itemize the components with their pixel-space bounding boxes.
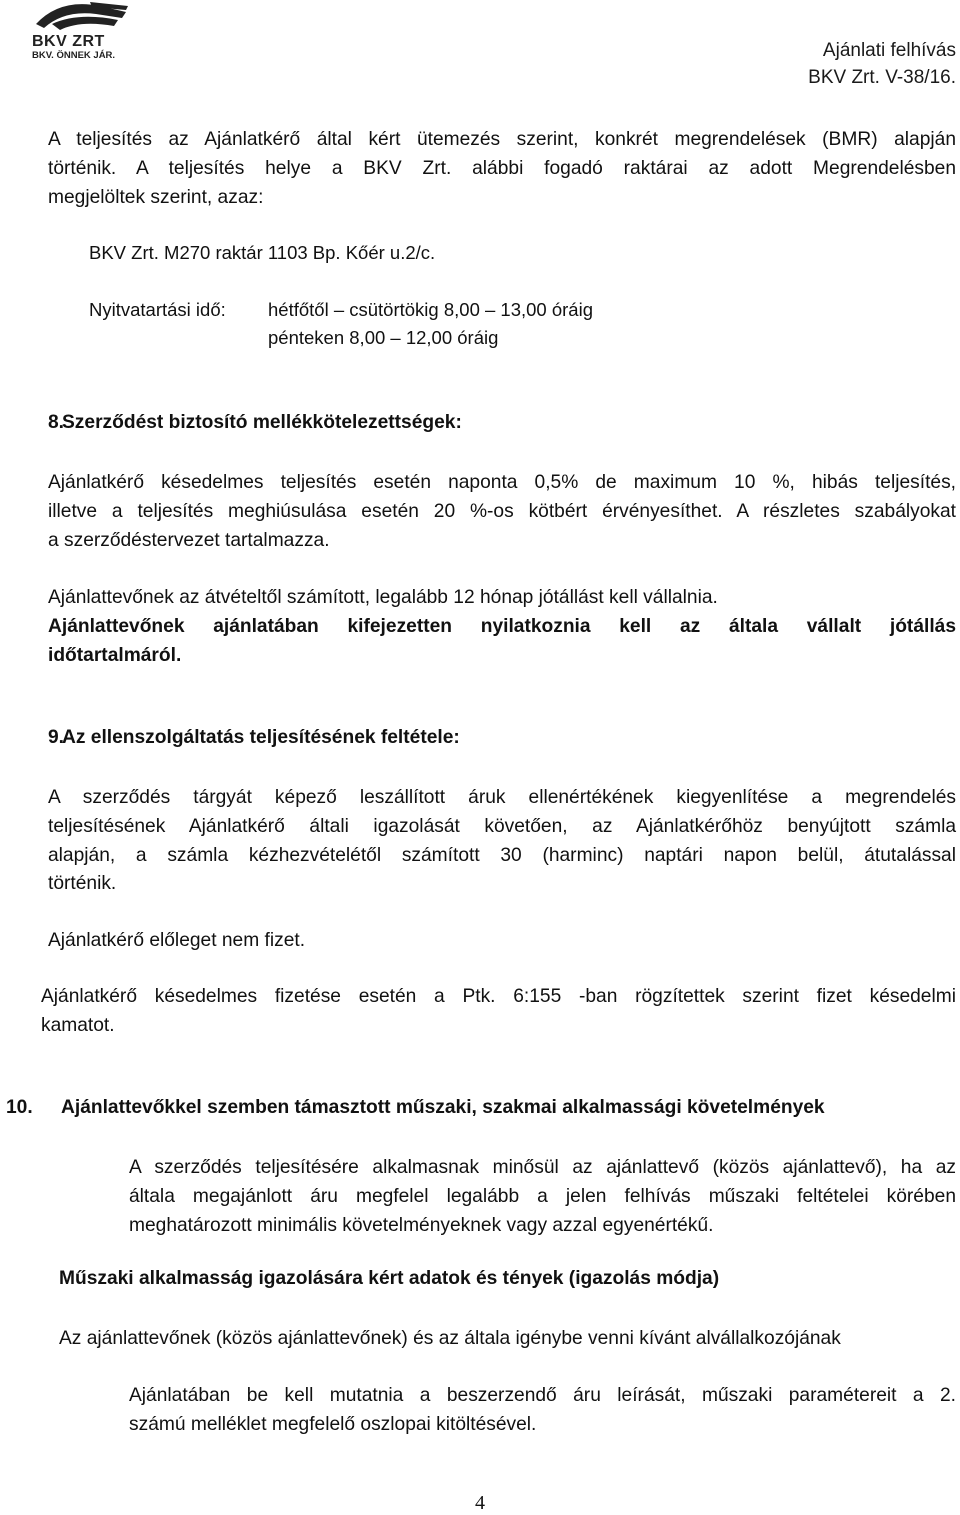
section-10-number: 10. [6,1097,33,1118]
warehouse-address: BKV Zrt. M270 raktár 1103 Bp. Kőér u.2/c. [89,242,436,263]
logo-text: BKV ZRT [32,33,105,50]
logo-tagline: BKV. ÖNNEK JÁR. [32,50,116,61]
text-line: A szerződés teljesítésére alkalmasnak minősül az ajánlattevő (közös ajánlattevő), ha az [129,1157,956,1178]
text-line: teljesítésének Ajánlatkérő általi igazolását követően, az Ajánlatkérőhöz benyújtott számla [48,815,956,837]
text-line: időtartalmáról. [48,644,182,666]
text-line: a szerződéstervezet tartalmazza. [48,529,330,551]
text-line: Ajánlatkérő előleget nem fizet. [48,930,306,951]
section-8-title: Szerződést biztosító mellékkötelezettségek: [62,412,462,433]
text-line: Ajánlattevőnek az átvételtől számított, legalább 12 hónap jótállást kell vállalnia. [48,587,718,608]
bkv-logo [30,0,132,62]
intro-line: történik. A teljesítés helye a BKV Zrt. alábbi fogadó raktárai az adott Megrendelésben [48,157,956,179]
section-9-payment-paragraph [48,784,956,899]
intro-line: megjelöltek szerint, azaz: [48,186,264,208]
opening-hours-label: Nyitvatartási idő: [89,299,226,320]
section-9-title: Az ellenszolgáltatás teljesítésének feltétele: [62,727,460,748]
text-line: Ajánlatkérő késedelmes teljesítés esetén naponta 0,5% de maximum 10 %, hibás teljesítés, [48,472,956,493]
section-10-suitability-paragraph [129,1154,956,1240]
section-10-title: Ajánlattevőkkel szemben támasztott műszaki, szakmai alkalmassági követelmények [61,1097,825,1118]
section-8-number: 8. [48,412,65,433]
page-number: 4 [475,1492,485,1514]
document-title: Ajánlati felhívás [822,40,956,61]
text-line: illetve a teljesítés meghiúsulása esetén 20 %-os kötbért érvényesíthet. A részletes szabályokat [48,500,956,522]
intro-paragraph [48,126,956,212]
opening-hours-friday: pénteken 8,00 – 12,00 óráig [268,327,499,348]
section-9-advance-paragraph [48,927,956,956]
text-line: alapján, a számla kézhezvételétől számított 30 (harminc) naptári napon belül, átutalással [48,844,956,866]
text-line: meghatározott minimális követelményeknek vagy azzal egyenértékű. [129,1214,714,1236]
technical-suitability-subtitle: Műszaki alkalmasság igazolására kért adatok és tények (igazolás módja) [59,1268,720,1289]
intro-line: A teljesítés az Ajánlatkérő által kért ütemezés szerint, konkrét megrendelések (BMR) alapján [48,129,956,150]
section-8-warranty-paragraph [48,584,956,670]
text-line: Az ajánlattevőnek (közös ajánlattevőnek) és az általa igénybe venni kívánt alvállalkozójának [59,1328,841,1349]
section-10-subcontractor-paragraph [59,1325,956,1354]
text-line: kamatot. [41,1014,115,1036]
text-line: Ajánlatában be kell mutatnia a beszerzendő áru leírását, műszaki paramétereit a 2. [129,1385,956,1406]
text-line: számú melléklet megfelelő oszlopai kitöltésével. [129,1413,537,1435]
text-line: általa megajánlott áru megfelel legalább a jelen felhívás műszaki feltételei körében [129,1185,956,1207]
text-line: Ajánlattevőnek ajánlatában kifejezetten nyilatkoznia kell az általa vállalt jótállás [48,615,956,637]
text-line: történik. [48,873,117,895]
section-10-annex-paragraph [129,1382,956,1440]
document-reference: BKV Zrt. V-38/16. [808,67,956,88]
section-9-interest-paragraph [41,983,956,1041]
section-8-penalty-paragraph [48,469,956,555]
section-9-number: 9. [48,727,65,748]
text-line: A szerződés tárgyát képező leszállított áruk ellenértékének kiegyenlítése a megrendelés [48,787,956,808]
opening-hours-weekdays: hétfőtől – csütörtökig 8,00 – 13,00 óráig [268,299,593,320]
text-line: Ajánlatkérő késedelmes fizetése esetén a Ptk. 6:155 -ban rögzítettek szerint fizet késedelmi [41,986,956,1007]
